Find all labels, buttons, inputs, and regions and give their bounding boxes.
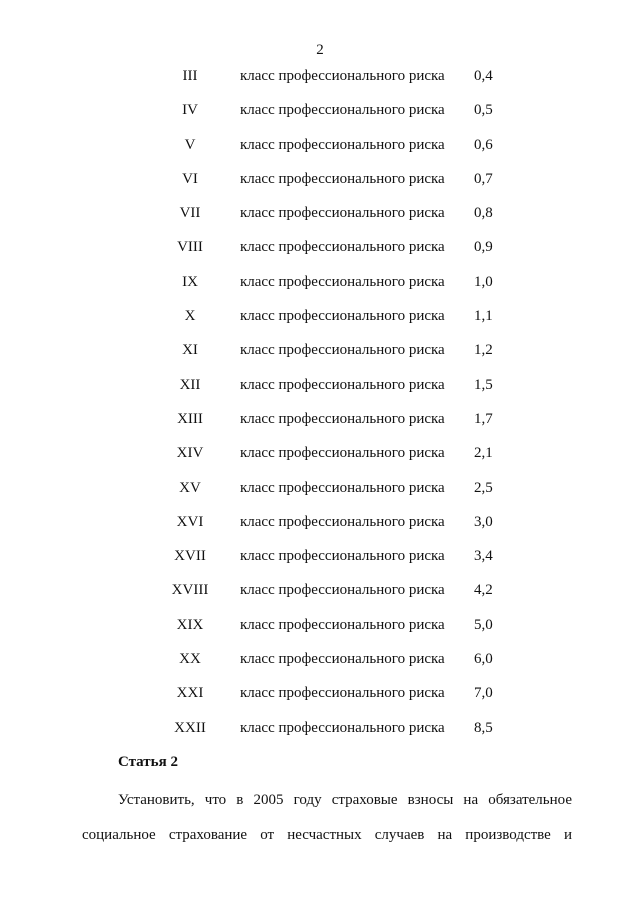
risk-class-label: класс профессионального риска (240, 410, 445, 427)
risk-class-coefficient: 1,7 (474, 410, 493, 427)
risk-class-coefficient: 1,2 (474, 342, 493, 359)
risk-class-numeral: XIII (177, 410, 203, 427)
risk-class-numeral: VII (179, 205, 201, 222)
risk-class-numeral: VI (182, 170, 198, 187)
risk-class-row (0, 133, 640, 167)
risk-class-row (0, 338, 640, 372)
risk-class-row (0, 201, 640, 235)
risk-class-label: класс профессионального риска (240, 685, 445, 702)
risk-class-coefficient: 1,1 (474, 308, 493, 325)
risk-class-numeral: XX (179, 651, 201, 668)
risk-class-numeral: XV (179, 479, 201, 496)
risk-class-coefficient: 4,2 (474, 582, 493, 599)
risk-class-numeral: X (184, 308, 196, 325)
risk-class-coefficient: 8,5 (474, 719, 493, 736)
risk-class-numeral: IX (182, 273, 198, 290)
risk-class-numeral: VIII (177, 239, 203, 256)
risk-class-numeral: IV (182, 102, 198, 119)
risk-class-label: класс профессионального риска (240, 719, 445, 736)
paragraph-line: Установить, что в 2005 году страховые взносы на обязательное (118, 792, 572, 808)
risk-class-label: класс профессионального риска (240, 68, 445, 84)
risk-class-label: класс профессионального риска (240, 205, 445, 222)
risk-class-label: класс профессионального риска (240, 376, 445, 393)
risk-class-numeral: XXI (176, 685, 204, 702)
risk-class-coefficient: 0,6 (474, 136, 493, 153)
risk-class-label: класс профессионального риска (240, 170, 445, 187)
risk-class-coefficient: 5,0 (474, 616, 493, 633)
risk-class-label: класс профессионального риска (240, 308, 445, 325)
risk-class-row (0, 441, 640, 475)
risk-class-label: класс профессионального риска (240, 548, 445, 565)
risk-class-numeral: XII (179, 376, 201, 393)
risk-class-numeral: XXII (174, 719, 206, 736)
risk-class-row (0, 578, 640, 612)
risk-class-numeral: V (184, 136, 196, 153)
risk-class-coefficient: 0,4 (474, 68, 493, 84)
risk-class-row (0, 544, 640, 578)
risk-class-coefficient: 0,8 (474, 205, 493, 222)
risk-class-row (0, 407, 640, 441)
risk-class-table (0, 64, 640, 750)
risk-class-coefficient: 7,0 (474, 685, 493, 702)
risk-class-row (0, 476, 640, 510)
risk-class-row (0, 716, 640, 750)
risk-class-coefficient: 0,5 (474, 102, 493, 119)
risk-class-label: класс профессионального риска (240, 136, 445, 153)
paragraph-line: социальное страхование от несчастных случаев на производстве и (82, 827, 572, 843)
risk-class-coefficient: 3,4 (474, 548, 493, 565)
risk-class-label: класс профессионального риска (240, 102, 445, 119)
risk-class-label: класс профессионального риска (240, 445, 445, 462)
risk-class-row (0, 235, 640, 269)
risk-class-coefficient: 0,9 (474, 239, 493, 256)
risk-class-label: класс профессионального риска (240, 616, 445, 633)
risk-class-coefficient: 1,0 (474, 273, 493, 290)
risk-class-row (0, 510, 640, 544)
risk-class-coefficient: 0,7 (474, 170, 493, 187)
risk-class-label: класс профессионального риска (240, 651, 445, 668)
risk-class-coefficient: 3,0 (474, 513, 493, 530)
risk-class-label: класс профессионального риска (240, 273, 445, 290)
risk-class-row (0, 613, 640, 647)
risk-class-label: класс профессионального риска (240, 342, 445, 359)
risk-class-label: класс профессионального риска (240, 479, 445, 496)
risk-class-row (0, 64, 640, 98)
risk-class-row (0, 647, 640, 681)
risk-class-label: класс профессионального риска (240, 582, 445, 599)
risk-class-numeral: XVII (174, 548, 206, 565)
risk-class-row (0, 681, 640, 715)
risk-class-numeral: XI (182, 342, 198, 359)
risk-class-coefficient: 2,5 (474, 479, 493, 496)
risk-class-coefficient: 2,1 (474, 445, 493, 462)
article-heading: Статья 2 (118, 754, 178, 770)
risk-class-row (0, 304, 640, 338)
risk-class-row (0, 373, 640, 407)
risk-class-numeral: XVI (176, 513, 204, 530)
risk-class-coefficient: 6,0 (474, 651, 493, 668)
page-number: 2 (316, 42, 324, 58)
risk-class-numeral: XVIII (171, 582, 209, 599)
risk-class-coefficient: 1,5 (474, 376, 493, 393)
risk-class-label: класс профессионального риска (240, 513, 445, 530)
risk-class-row (0, 167, 640, 201)
risk-class-row (0, 270, 640, 304)
risk-class-row (0, 98, 640, 132)
risk-class-label: класс профессионального риска (240, 239, 445, 256)
risk-class-numeral: III (182, 68, 198, 84)
risk-class-numeral: XIV (176, 445, 204, 462)
risk-class-numeral: XIX (176, 616, 204, 633)
